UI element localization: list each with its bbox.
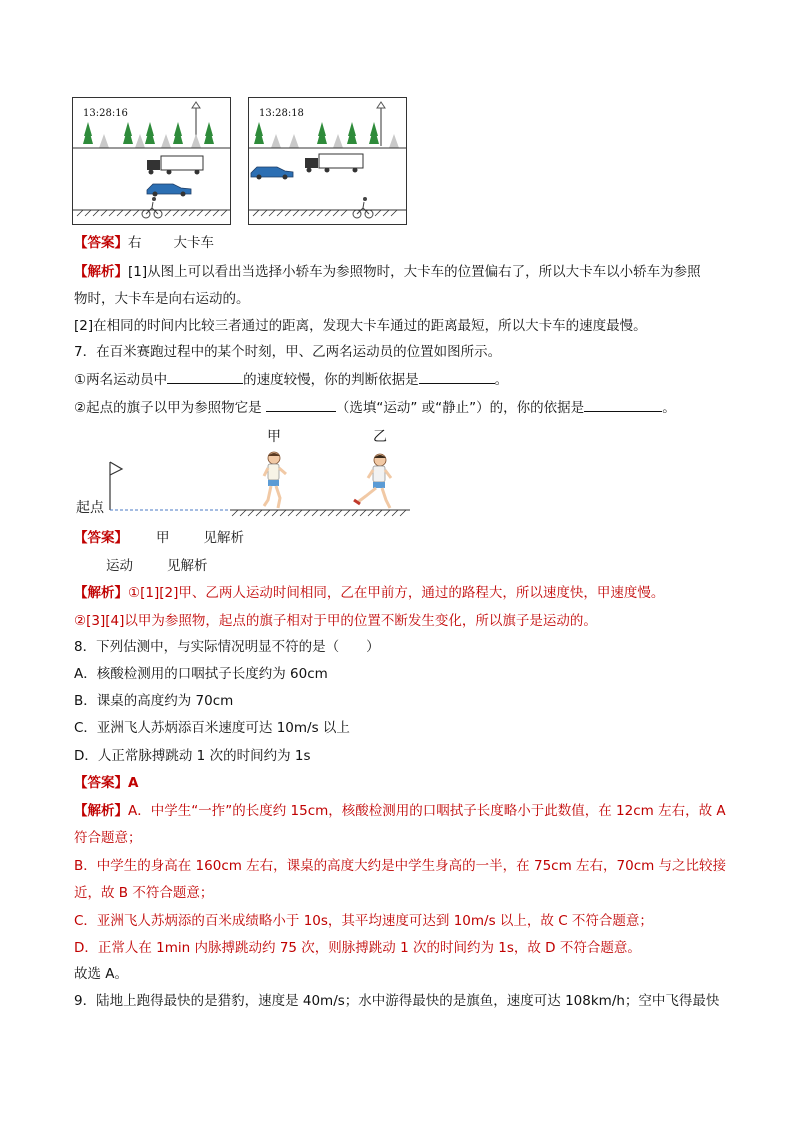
q8-option-d: D．人正常脉搏跳动 1 次的时间约为 1s [74, 748, 311, 764]
q8-stem: 8．下列估测中，与实际情况明显不符的是（ ） [74, 639, 380, 655]
q7-sub-1: ①两名运动员中 的速度较慢，你的判断依据是 。 [74, 369, 508, 390]
q7-sub-2: ②起点的旗子以甲为参照物它是 （选填“运动” 或“静止”）的，你的依据是 。 [74, 397, 676, 418]
q8-analysis-4: 近，故 B 不符合题意； [74, 885, 214, 901]
q7-analysis-2: ②[3][4]以甲为参照物，起点的旗子相对于甲的位置不断发生变化，所以旗子是运动的。 [74, 613, 597, 629]
answer-blank[interactable] [266, 397, 336, 412]
q7-answer-2: 运动 见解析 [106, 558, 208, 574]
panel-2-timestamp: 13:28:18 [259, 108, 304, 119]
runner-yi [354, 454, 391, 508]
runner-jia-label: 甲 [267, 429, 281, 445]
analysis-tag: 【解析】 [74, 803, 128, 819]
q8-analysis-3: B．中学生的身高在 160cm 左右，课桌的高度大约是中学生身高的一半，在 75cm 左右，70cm 与之比较接 [74, 858, 727, 874]
q8-conclusion: 故选 A。 [74, 966, 129, 982]
q6-analysis-1: 【解析】[1]从图上可以看出当选择小轿车为参照物时，大卡车的位置偏右了，所以大卡车以小轿车为参照 [74, 264, 701, 280]
answer-blank[interactable] [419, 369, 495, 384]
q8-analysis-1: 【解析】A．中学生“一拃”的长度约 15cm，核酸检测用的口咽拭子长度略小于此数值，在 12cm 左右，故 A [74, 803, 726, 819]
traffic-scene-1 [73, 98, 230, 224]
analysis-tag: 【解析】 [74, 264, 128, 280]
q7-analysis-1: 【解析】①[1][2]甲、乙两人运动时间相同，乙在甲前方，通过的路程大，所以速度快，甲速度慢。 [74, 585, 665, 601]
analysis-tag: 【解析】 [74, 585, 128, 601]
traffic-scene-2 [249, 98, 406, 224]
runner-yi-label: 乙 [373, 429, 387, 445]
answer-blank[interactable] [167, 369, 243, 384]
answer-tag: 【答案】 [74, 530, 128, 546]
start-label: 起点 [76, 500, 104, 516]
race-figure [72, 450, 412, 530]
q7-stem: 7．在百米赛跑过程中的某个时刻，甲、乙两名运动员的位置如图所示。 [74, 344, 502, 360]
runner-jia [264, 452, 286, 508]
q6-answer [74, 233, 214, 253]
traffic-panel-1 [72, 97, 231, 225]
answer-blank[interactable] [584, 397, 662, 412]
q7-answer-1: 【答案】 甲 见解析 [74, 530, 244, 546]
q6-answer-2: 大卡车 [173, 235, 214, 251]
panel-1-timestamp: 13:28:16 [83, 108, 128, 119]
q8-analysis-5: C．亚洲飞人苏炳添的百米成绩略小于 10s，其平均速度可达到 10m/s 以上，故 C 不符合题意； [74, 913, 653, 929]
q6-analysis-2: 物时，大卡车是向右运动的。 [74, 291, 250, 307]
answer-tag: 【答案】 [74, 235, 128, 251]
q6-analysis-3: [2]在相同的时间内比较三者通过的距离，发现大卡车通过的距离最短，所以大卡车的速度最慢。 [74, 318, 647, 334]
q8-option-b: B．课桌的高度约为 70cm [74, 693, 234, 709]
q8-analysis-2: 符合题意； [74, 830, 142, 846]
q9-stem: 9．陆地上跑得最快的是猎豹，速度是 40m/s；水中游得最快的是旗鱼，速度可达 108km/h；空中飞得最快 [74, 993, 720, 1009]
q8-option-c: C．亚洲飞人苏炳添百米速度可达 10m/s 以上 [74, 720, 350, 736]
q8-analysis-6: D．正常人在 1min 内脉搏跳动约 75 次，则脉搏跳动 1 次的时间约为 1s，故 D 不符合题意。 [74, 940, 641, 956]
answer-tag: 【答案】 [74, 775, 128, 791]
q8-answer: 【答案】A [74, 775, 139, 791]
traffic-panel-2 [248, 97, 407, 225]
q8-option-a: A．核酸检测用的口咽拭子长度约为 60cm [74, 666, 328, 682]
q6-answer-1: 右 [128, 235, 142, 251]
